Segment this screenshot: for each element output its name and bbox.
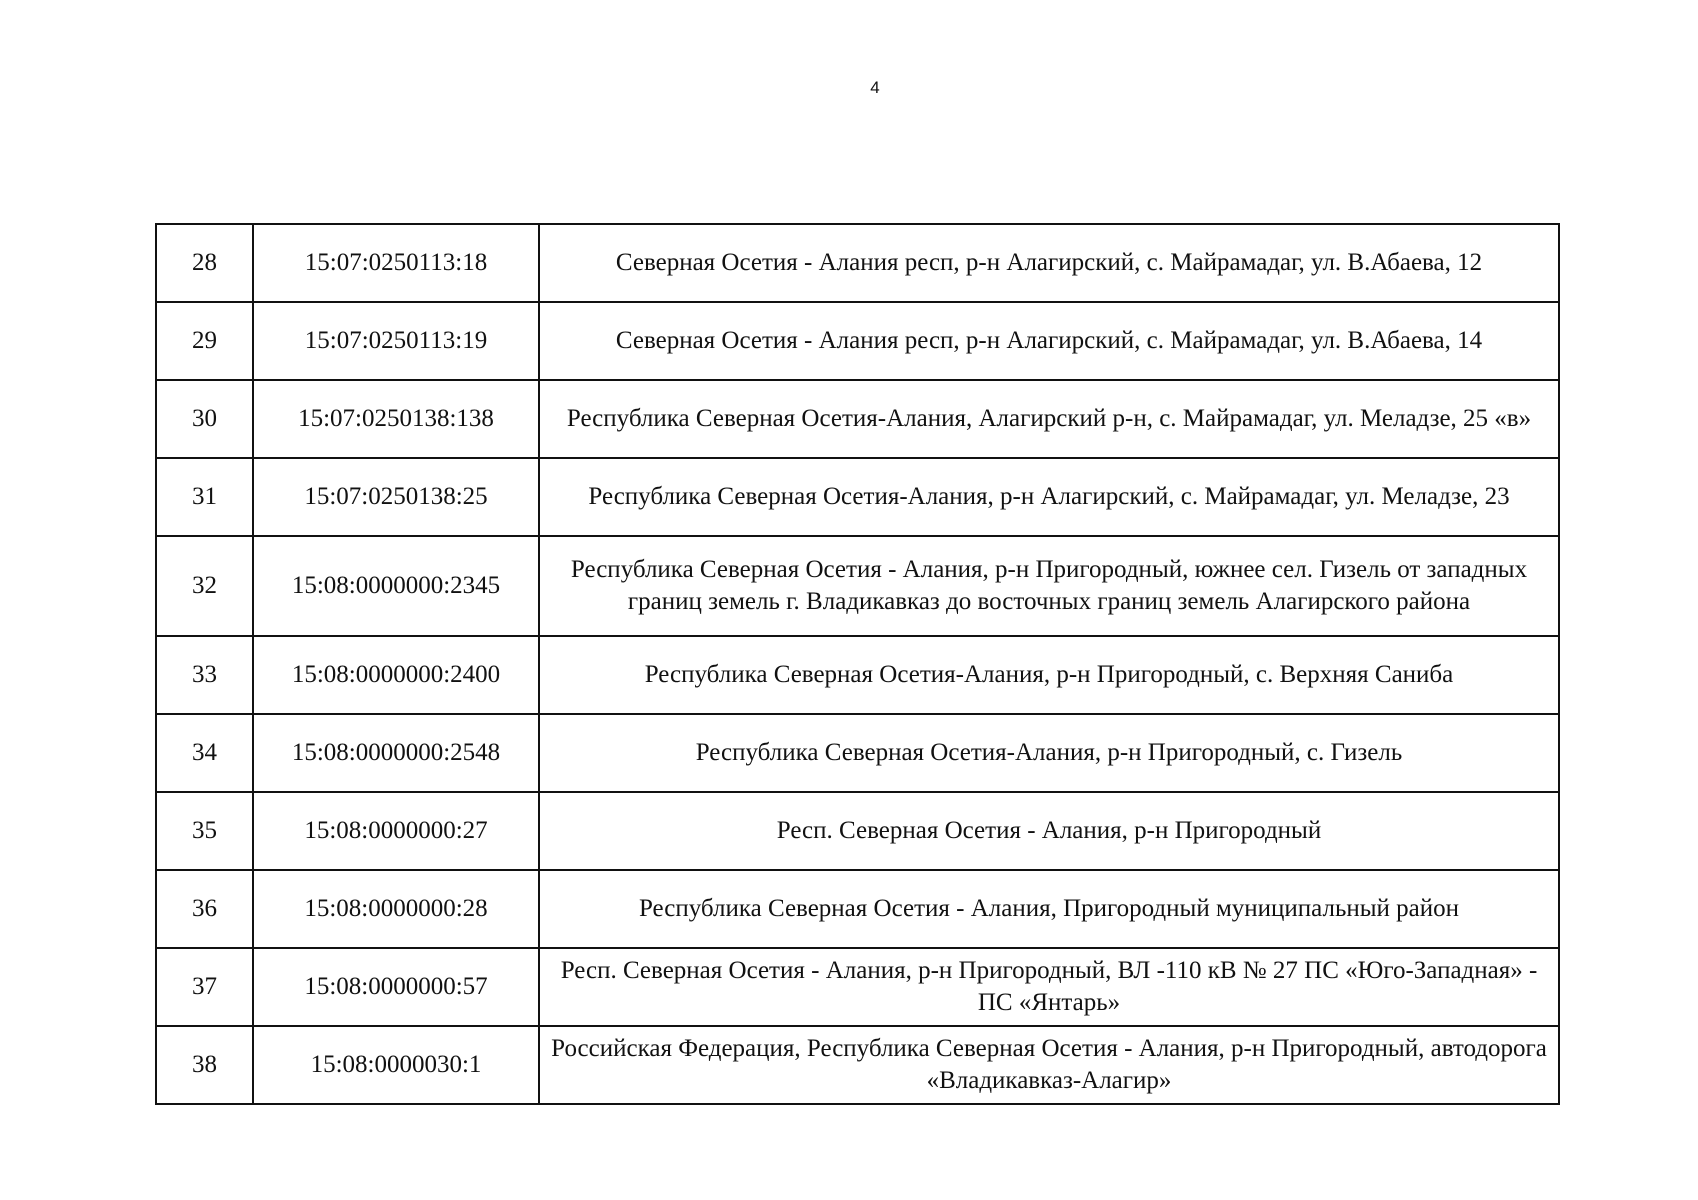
address: Республика Северная Осетия-Алания, р-н Пригородный, с. Гизель bbox=[539, 714, 1559, 792]
table-row bbox=[156, 536, 1559, 636]
cadastral-number: 15:07:0250113:18 bbox=[253, 224, 539, 302]
row-number: 36 bbox=[156, 870, 253, 948]
row-number: 33 bbox=[156, 636, 253, 714]
cadastral-number: 15:08:0000000:28 bbox=[253, 870, 539, 948]
address: Северная Осетия - Алания респ, р-н Алагирский, с. Майрамадаг, ул. В.Абаева, 14 bbox=[539, 302, 1559, 380]
row-number: 34 bbox=[156, 714, 253, 792]
table-row bbox=[156, 1026, 1559, 1104]
table-row bbox=[156, 636, 1559, 714]
table-row bbox=[156, 870, 1559, 948]
table-row bbox=[156, 792, 1559, 870]
cadastral-number: 15:07:0250138:138 bbox=[253, 380, 539, 458]
cadastral-number: 15:08:0000030:1 bbox=[253, 1026, 539, 1104]
row-number: 31 bbox=[156, 458, 253, 536]
cadastral-number: 15:07:0250113:19 bbox=[253, 302, 539, 380]
row-number: 35 bbox=[156, 792, 253, 870]
cadastral-number: 15:08:0000000:2400 bbox=[253, 636, 539, 714]
page-number: 4 bbox=[870, 78, 880, 97]
cadastral-number: 15:08:0000000:57 bbox=[253, 948, 539, 1026]
row-number: 28 bbox=[156, 224, 253, 302]
cadastral-number: 15:08:0000000:27 bbox=[253, 792, 539, 870]
table-row bbox=[156, 302, 1559, 380]
address: Республика Северная Осетия-Алания, р-н Алагирский, с. Майрамадаг, ул. Меладзе, 23 bbox=[539, 458, 1559, 536]
table-row bbox=[156, 458, 1559, 536]
address: Респ. Северная Осетия - Алания, р-н Пригородный, ВЛ -110 кВ № 27 ПС «Юго-Западная» - ПС «Янтарь» bbox=[539, 948, 1559, 1026]
table-row bbox=[156, 380, 1559, 458]
table-row bbox=[156, 714, 1559, 792]
address: Российская Федерация, Республика Северная Осетия - Алания, р-н Пригородный, автодорога «Владикавказ-Алагир» bbox=[539, 1026, 1559, 1104]
row-number: 38 bbox=[156, 1026, 253, 1104]
row-number: 32 bbox=[156, 536, 253, 636]
parcels-table bbox=[155, 223, 1560, 1105]
address: Северная Осетия - Алания респ, р-н Алагирский, с. Майрамадаг, ул. В.Абаева, 12 bbox=[539, 224, 1559, 302]
address: Республика Северная Осетия - Алания, р-н Пригородный, южнее сел. Гизель от западных границ земель г. Владикавказ до восточных границ земель Алагирского района bbox=[539, 536, 1559, 636]
address: Республика Северная Осетия-Алания, Алагирский р-н, с. Майрамадаг, ул. Меладзе, 25 «в» bbox=[539, 380, 1559, 458]
cadastral-number: 15:08:0000000:2548 bbox=[253, 714, 539, 792]
row-number: 37 bbox=[156, 948, 253, 1026]
address: Республика Северная Осетия - Алания, Пригородный муниципальный район bbox=[539, 870, 1559, 948]
cadastral-number: 15:07:0250138:25 bbox=[253, 458, 539, 536]
table-row bbox=[156, 948, 1559, 1026]
address: Республика Северная Осетия-Алания, р-н Пригородный, с. Верхняя Саниба bbox=[539, 636, 1559, 714]
row-number: 30 bbox=[156, 380, 253, 458]
table-row bbox=[156, 224, 1559, 302]
cadastral-number: 15:08:0000000:2345 bbox=[253, 536, 539, 636]
row-number: 29 bbox=[156, 302, 253, 380]
address: Респ. Северная Осетия - Алания, р-н Пригородный bbox=[539, 792, 1559, 870]
